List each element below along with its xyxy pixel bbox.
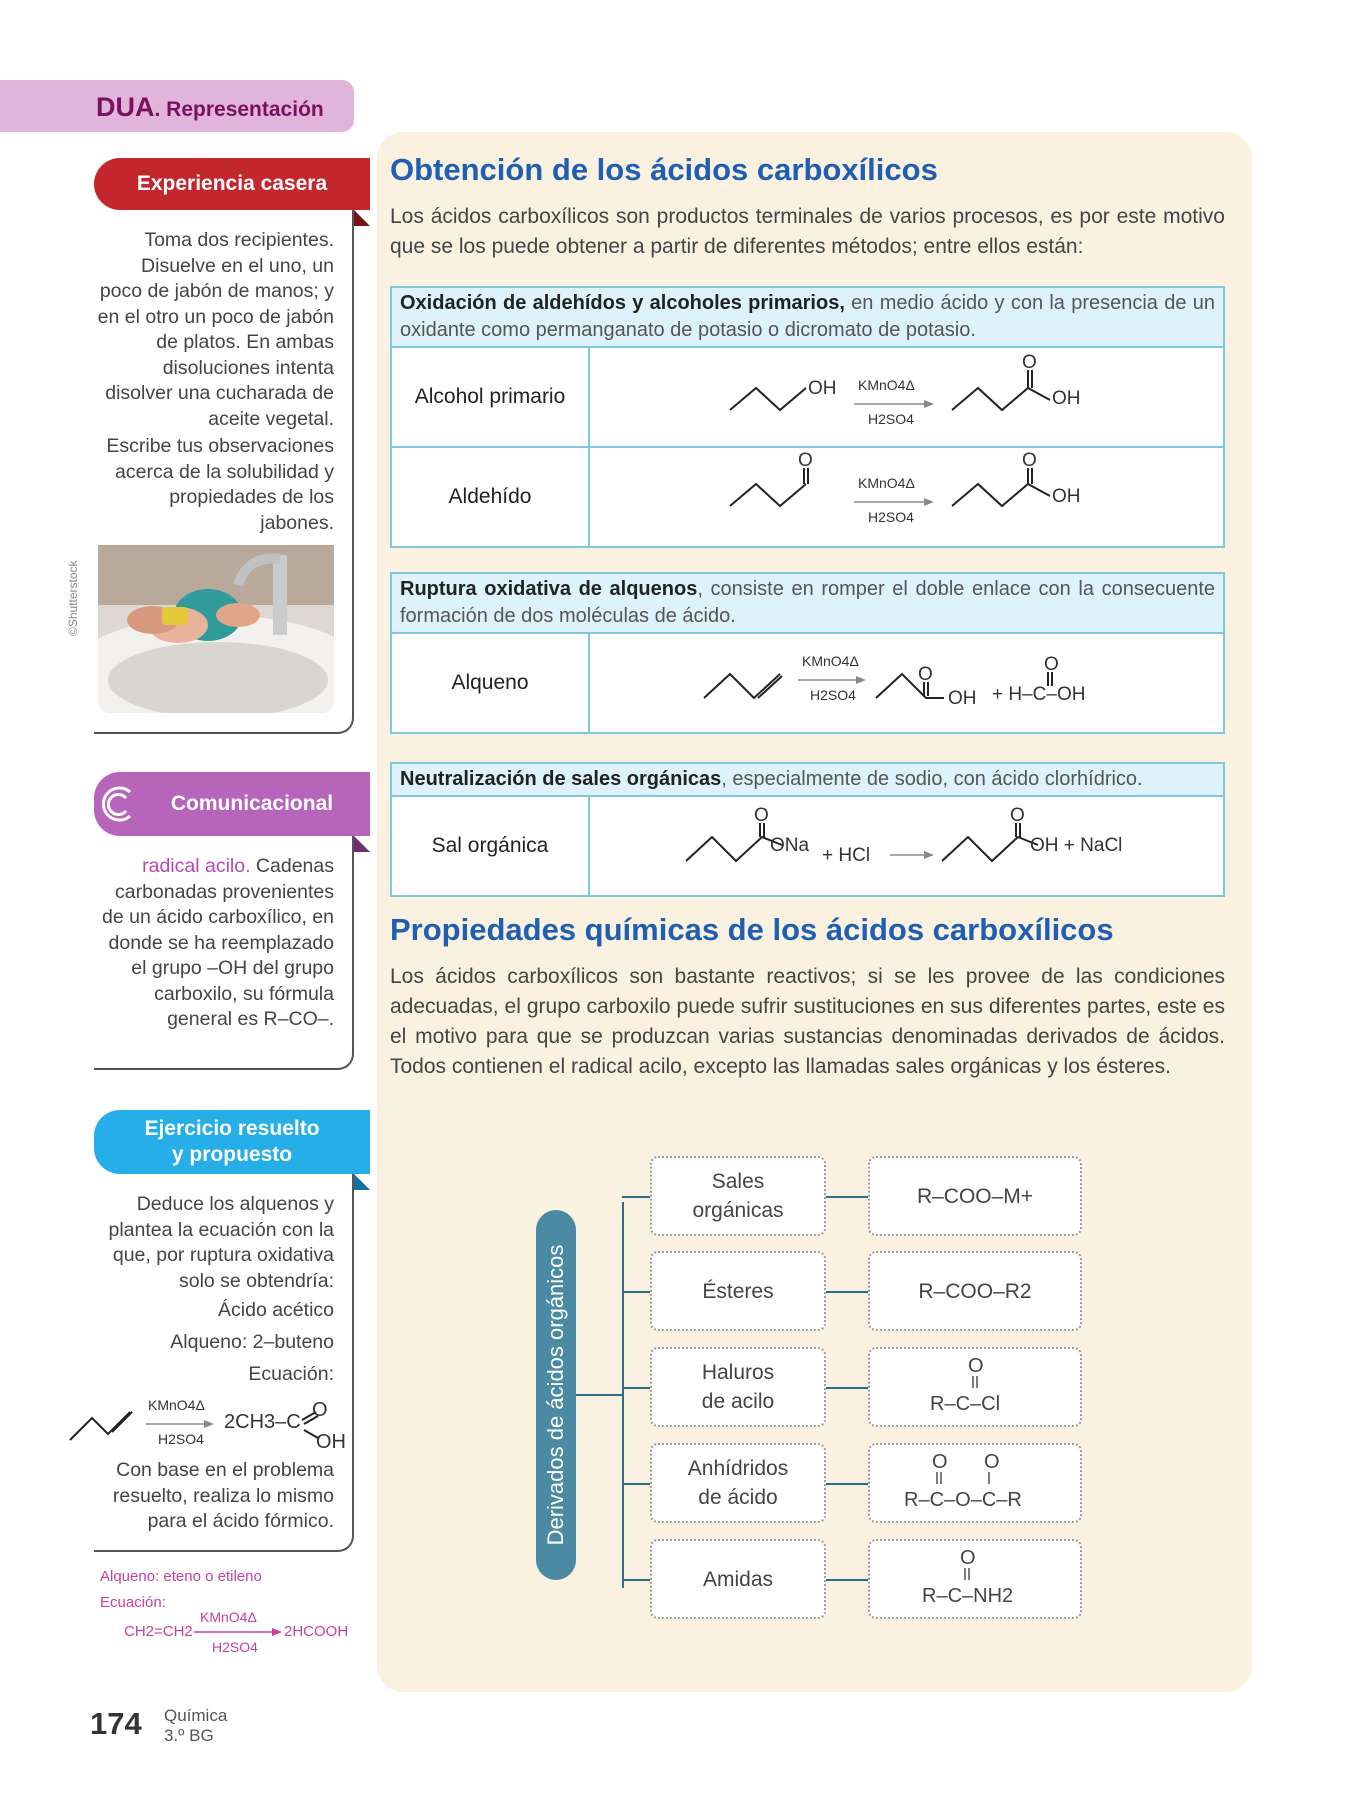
- derivative-formula-box: [868, 1251, 1082, 1331]
- fold-corner: [354, 210, 370, 226]
- alcohol-oh: OH: [808, 378, 837, 399]
- derivative-name-box: [650, 1251, 826, 1331]
- derivative-name-line2: orgánicas: [692, 1199, 784, 1222]
- formic-o: O: [1044, 654, 1059, 675]
- ejercicio-title-line1: Ejercicio resuelto: [144, 1117, 320, 1140]
- connector: [826, 1579, 868, 1581]
- answer-eq-label: Ecuación:: [100, 1594, 166, 1611]
- neutral-header: [391, 763, 1224, 796]
- diagram-root-label: [543, 1245, 569, 1546]
- aldehyde-product-o: O: [1022, 450, 1037, 471]
- connector: [826, 1291, 868, 1293]
- eq-product: 2CH3–C: [224, 1411, 301, 1433]
- alkene-reagent-top: KMnO4Δ: [802, 653, 859, 669]
- answer-reagent-top: KMnO4Δ: [200, 1609, 257, 1625]
- diagram-root-text: Derivados de ácidos orgánicos: [543, 1244, 568, 1546]
- row-aldehyde-label: Aldehído: [391, 447, 589, 547]
- derivative-name-line1: Ésteres: [702, 1279, 774, 1303]
- connector: [622, 1387, 650, 1389]
- alcohol-reaction: [589, 347, 1224, 447]
- alcohol-product-o: O: [1022, 352, 1037, 373]
- radical-acilo-term: radical acilo.: [142, 855, 251, 877]
- ejercicio-title-line2: y propuesto: [171, 1143, 293, 1166]
- dua-label: DUA: [96, 92, 155, 122]
- dua-tab: [0, 80, 354, 132]
- oh-nacl: OH + NaCl: [1030, 835, 1123, 856]
- derivative-name-line2: de acilo: [701, 1390, 775, 1413]
- alkene-product-oh: OH: [948, 688, 977, 709]
- ejercicio-eq-label: Ecuación:: [248, 1363, 334, 1385]
- ejercicio-p1: Deduce los alquenos y plantea la ecuación con la que, por ruptura oxidativa solo se obtendría:: [108, 1193, 334, 1292]
- derivative-name-line1: Amidas: [702, 1567, 774, 1591]
- oxidation-header-rest: en medio ácido y con la presencia de un oxidante como permanganato de potasio o dicromato de potasio.: [400, 292, 1215, 341]
- connector: [622, 1483, 650, 1485]
- connector: [576, 1394, 622, 1396]
- experiencia-title: [94, 158, 370, 210]
- derivative-formula: R–COO–R2: [918, 1279, 1032, 1303]
- svg-text:O: O: [984, 1451, 1000, 1473]
- aldehyde-reagent-bottom: H2SO4: [868, 509, 914, 525]
- derivative-name-box: [650, 1347, 826, 1427]
- answer-rhs: 2HCOOH: [284, 1623, 349, 1640]
- row-alkene-label: Alqueno: [391, 633, 589, 733]
- derivative-name-line2: de ácido: [698, 1486, 778, 1509]
- salt-product-o: O: [1010, 805, 1025, 826]
- ejercicio-alkene: Alqueno: 2–buteno: [170, 1331, 334, 1353]
- derivative-formula-box: [868, 1443, 1082, 1523]
- experiencia-p2: Escribe tus observaciones acerca de la solubilidad y propiedades de los jabones.: [106, 435, 334, 534]
- oxidation-header: [391, 287, 1224, 347]
- connector: [622, 1579, 650, 1581]
- footer-grade: 3.º BG: [164, 1726, 214, 1745]
- aldehyde-o: O: [798, 450, 813, 471]
- connector: [826, 1196, 868, 1198]
- speech-icon: [100, 784, 140, 829]
- aldehyde-reagent-top: KMnO4Δ: [858, 475, 915, 491]
- oxidation-table: [390, 286, 1225, 548]
- dishwashing-photo: [98, 545, 334, 713]
- connector: [622, 1291, 650, 1293]
- derivative-formula-box: [868, 1539, 1082, 1619]
- rupture-table: [390, 572, 1225, 734]
- salt-ona: ONa: [770, 835, 810, 856]
- alcohol-product-oh: OH: [1052, 388, 1081, 409]
- derivative-formula: R–COO–M+: [916, 1184, 1034, 1208]
- fold-corner: [354, 836, 370, 852]
- row-salt-label: Sal orgánica: [391, 796, 589, 896]
- connector: [622, 1202, 624, 1588]
- neutral-header-bold: Neutralización de sales orgánicas: [400, 768, 722, 790]
- ejercicio-title: [94, 1110, 370, 1174]
- eq-reagent-top: KMnO4Δ: [148, 1397, 205, 1413]
- photo-credit-text: ©Shutterstock: [66, 560, 80, 636]
- salt-o: O: [754, 805, 769, 826]
- alkene-reagent-bottom: H2SO4: [810, 687, 856, 703]
- neutral-table: [390, 762, 1225, 897]
- rupture-header-bold: Ruptura oxidativa de alquenos: [400, 578, 698, 600]
- row-alcohol-label: Alcohol primario: [391, 347, 589, 447]
- derivative-name-box: [650, 1443, 826, 1523]
- derivative-name-line1: Haluros: [701, 1361, 775, 1384]
- derivative-name-line1: Sales: [711, 1170, 765, 1193]
- experiencia-title-text: Experiencia casera: [136, 172, 328, 195]
- alcohol-reagent-top: KMnO4Δ: [858, 377, 915, 393]
- derivative-name-box: [650, 1156, 826, 1236]
- haluro-formula: R–C–Cl: [930, 1393, 1001, 1415]
- section2-title: Propiedades químicas de los ácidos carboxílicos: [390, 912, 1114, 947]
- alkene-reaction: [589, 633, 1224, 733]
- section1-intro: Los ácidos carboxílicos son productos terminales de varios procesos, es por este motivo que se los puede obtener a partir de diferentes métodos; entre ellos están:: [390, 205, 1225, 258]
- answer-equation: [124, 1608, 364, 1663]
- ejercicio-acid: Ácido acético: [218, 1299, 334, 1321]
- connector: [826, 1387, 868, 1389]
- experiencia-p1: Toma dos recipientes. Disuelve en el uno, un poco de jabón de manos; y en el otro un poco de jabón de platos. En ambas disoluciones intenta disolver una cucharada de aceite vegetal.: [97, 229, 334, 430]
- dua-subtitle: . Representación: [154, 98, 324, 121]
- derivative-formula-box: [868, 1156, 1082, 1236]
- oxidation-header-bold: Oxidación de aldehídos y alcoholes primarios,: [400, 292, 845, 314]
- footer-subject: Química: [164, 1706, 228, 1725]
- ejercicio-p2: Con base en el problema resuelto, realiza lo mismo para el ácido fórmico.: [112, 1459, 334, 1532]
- answer-lhs: CH2=CH2: [124, 1623, 193, 1640]
- svg-text:O: O: [960, 1547, 976, 1569]
- connector: [826, 1483, 868, 1485]
- svg-text:O: O: [932, 1451, 948, 1473]
- alcohol-reagent-bottom: H2SO4: [868, 411, 914, 427]
- answer-reagent-bottom: H2SO4: [212, 1639, 258, 1655]
- comunicacional-text: [94, 854, 334, 1033]
- aldehyde-product-oh: OH: [1052, 486, 1081, 507]
- amida-formula: R–C–NH2: [922, 1585, 1014, 1607]
- comunicacional-title-text: Comunicacional: [170, 792, 334, 815]
- ejercicio-equation: [66, 1390, 356, 1465]
- eq-o: O: [312, 1399, 328, 1421]
- formic-acid: + H–C–OH: [992, 684, 1086, 705]
- fold-corner: [354, 1174, 370, 1190]
- section2-text: Los ácidos carboxílicos son bastante reactivos; si se les provee de las condiciones adecuadas, el grupo carboxilo puede sufrir sustituciones en sus diferentes partes, este es el motivo para que se produzcan varias sustancias denominadas derivados de ácidos. Todos contienen el radical acilo, excepto las llamadas sales orgánicas y los ésteres.: [390, 965, 1225, 1078]
- salt-reaction: [589, 796, 1224, 896]
- rupture-header: [391, 573, 1224, 633]
- neutral-header-rest: , especialmente de sodio, con ácido clorhídrico.: [721, 768, 1143, 790]
- section1-title: Obtención de los ácidos carboxílicos: [390, 152, 938, 187]
- derivative-name-box: [650, 1539, 826, 1619]
- comunicacional-definition: Cadenas carbonadas provenientes de un ácido carboxílico, en donde se ha reemplazado el grupo –OH del grupo carboxilo, su fórmula general es R–CO–.: [102, 855, 334, 1030]
- eq-reagent-bottom: H2SO4: [158, 1431, 204, 1447]
- rupture-header-rest: , consiste en romper el doble enlace con la consecuente formación de dos moléculas de ácido.: [400, 578, 1215, 627]
- connector: [622, 1196, 650, 1198]
- svg-text:O: O: [968, 1355, 984, 1377]
- eq-oh: OH: [316, 1431, 346, 1453]
- page-number: 174: [90, 1706, 142, 1741]
- photo-credit: [66, 560, 80, 636]
- hcl: + HCl: [822, 845, 871, 866]
- alkene-product-o: O: [918, 664, 933, 685]
- derivative-name-line1: Anhídridos: [687, 1457, 789, 1480]
- answer-alkene: Alqueno: eteno o etileno: [100, 1568, 262, 1585]
- derivative-formula-box: [868, 1347, 1082, 1427]
- anhidrido-formula: R–C–O–C–R: [904, 1489, 1022, 1511]
- aldehyde-reaction: [589, 447, 1224, 547]
